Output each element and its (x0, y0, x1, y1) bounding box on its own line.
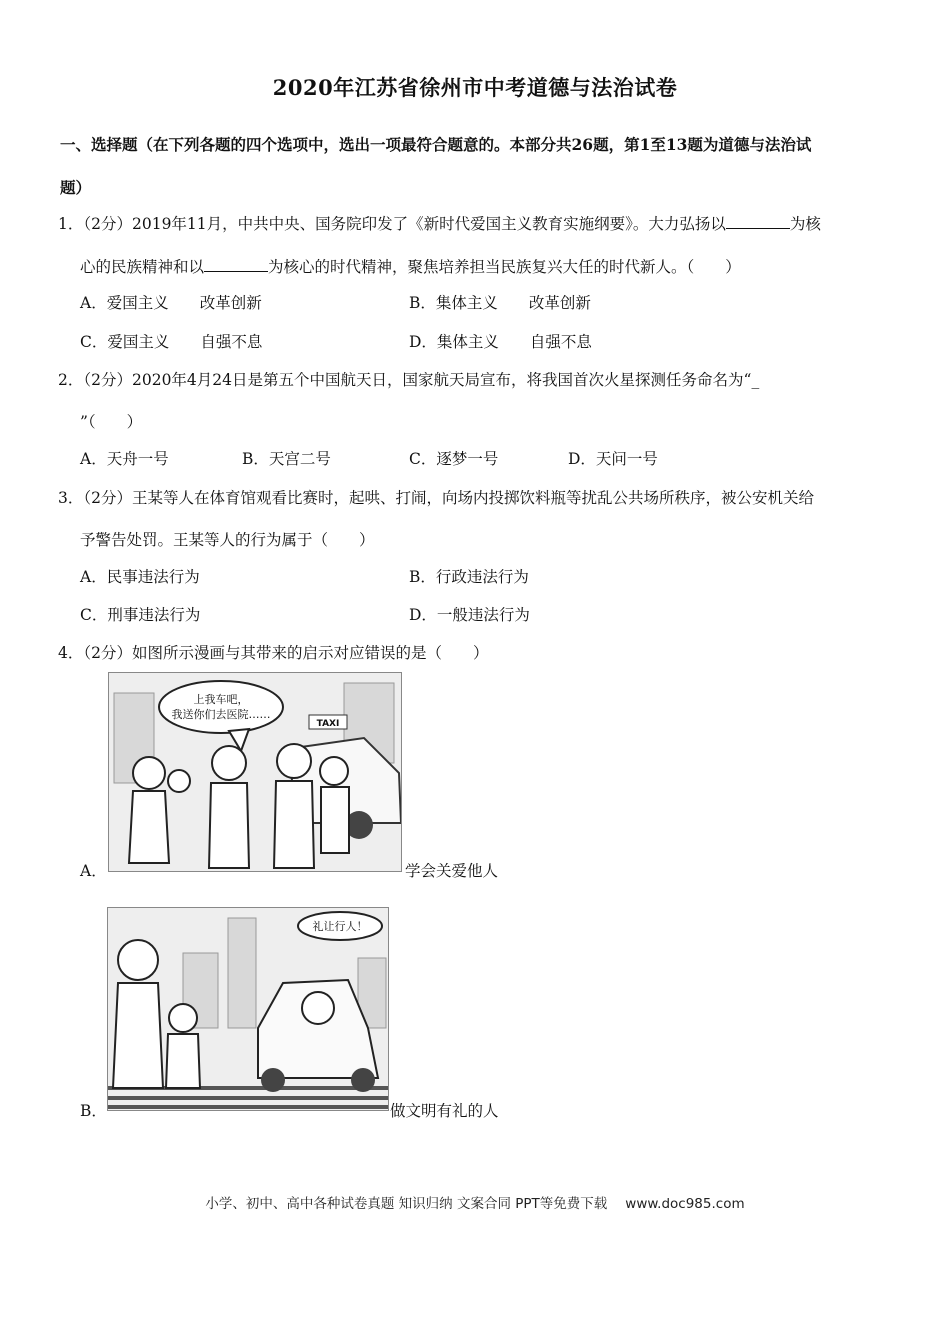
question-2-cont: ”（ ） (80, 413, 143, 431)
option-a: A．民事违法行为 (80, 568, 200, 586)
option-a-letter: A． (80, 862, 107, 880)
question-text: （2分）2020年4月24日是第五个中国航天日，国家航天局宣布，将我国首次火星探测任务命名为“_ (83, 371, 760, 389)
question-3 (58, 486, 814, 508)
option-a-caption: 学会关爱他人 (405, 862, 499, 880)
answer-blank (726, 212, 790, 229)
page-title: 2020年江苏省徐州市中考道德与法治试卷 (272, 75, 678, 100)
option-d: D．集体主义 自强不息 (409, 333, 592, 351)
cartoon-a-image (108, 672, 402, 872)
cartoon-a-drawing (109, 673, 401, 871)
page-footer (0, 1192, 950, 1212)
question-1 (58, 212, 821, 234)
question-number: 1． (58, 215, 84, 233)
question-text: 心的民族精神和以 (80, 258, 205, 276)
question-text: （2分）王某等人在体育馆观看比赛时，起哄、打闹，向场内投掷饮料瓶等扰乱公共场所秩序，被公安机关给 (83, 489, 814, 507)
option-a: A．天舟一号 (80, 450, 169, 468)
question-text: 为核 (789, 215, 821, 233)
cartoon-b-image (107, 907, 389, 1111)
question-3-cont: 予警告处罚。王某等人的行为属于（ ） (80, 531, 375, 549)
option-d: D．一般违法行为 (409, 606, 530, 624)
option-b: B．行政违法行为 (409, 568, 529, 586)
option-c: C．爱国主义 自强不息 (80, 333, 263, 351)
option-b-caption: 做文明有礼的人 (390, 1102, 499, 1120)
option-b: B．天宫二号 (242, 450, 331, 468)
question-1-cont (80, 255, 741, 277)
footer-url[interactable]: www.doc985.com (625, 1196, 745, 1212)
option-b: B．集体主义 改革创新 (409, 294, 591, 312)
question-number: 2． (58, 371, 84, 389)
question-text: 为核心的时代精神，聚焦培养担当民族复兴大任的时代新人。（ ） (268, 258, 741, 276)
answer-blank (204, 255, 268, 272)
footer-text: 小学、初中、高中各种试卷真题 知识归纳 文案合同 PPT等免费下载 (205, 1196, 608, 1212)
cartoon-b-drawing (108, 908, 388, 1110)
bubble-text-line-2: 我送你们去医院…… (171, 708, 271, 721)
question-number: 3． (58, 489, 84, 507)
section-heading: 一、选择题（在下列各题的四个选项中，选出一项最符合题意的。本部分共26题，第1至13题为道德与法治试 (60, 135, 812, 154)
bubble-text-line-1: 上我车吧， (193, 693, 249, 706)
question-2 (58, 368, 759, 390)
question-text: （2分）如图所示漫画与其带来的启示对应错误的是（ ） (83, 644, 489, 662)
option-a: A．爱国主义 改革创新 (80, 294, 262, 312)
option-d: D．天问一号 (568, 450, 658, 468)
option-b-letter: B． (80, 1102, 107, 1120)
question-4 (58, 641, 489, 663)
bubble-text: 礼让行人！ (312, 920, 368, 933)
section-heading-cont: 题） (60, 178, 92, 197)
taxi-sign: TAXI (316, 719, 340, 729)
option-c: C．刑事违法行为 (80, 606, 201, 624)
option-c: C．逐梦一号 (409, 450, 499, 468)
question-number: 4． (58, 644, 84, 662)
question-text: （2分）2019年11月，中共中央、国务院印发了《新时代爱国主义教育实施纲要》。大力弘扬以 (83, 215, 726, 233)
